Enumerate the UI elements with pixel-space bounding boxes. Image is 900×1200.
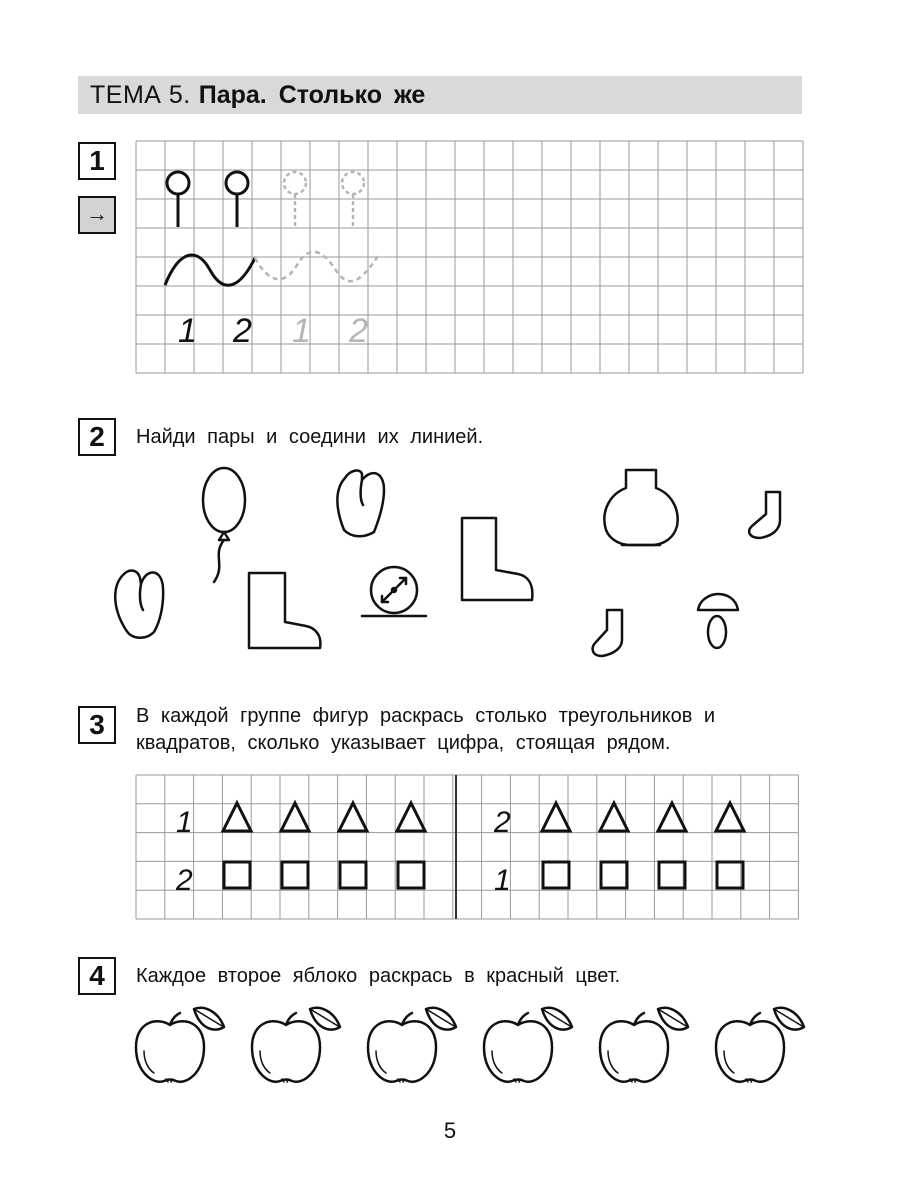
group-2-triangle-count: 2 (494, 806, 511, 839)
task-3-number: 3 (78, 706, 116, 744)
apple-icon[interactable] (716, 1008, 804, 1082)
task-4-number: 4 (78, 957, 116, 995)
digit-trace-1: 1 (292, 312, 311, 350)
apple-icon[interactable] (600, 1008, 688, 1082)
task-3-instruction-line-1: В каждой группе фигур раскрась столько треугольников и (136, 705, 716, 727)
page-number: 5 (443, 1118, 457, 1143)
task-3-instruction-line-2: квадратов, сколько указывает цифра, стоящая рядом. (136, 732, 671, 754)
digit-sample-2: 2 (233, 312, 252, 350)
apple-icon[interactable] (136, 1008, 224, 1082)
group-1-triangle-count: 1 (176, 806, 193, 839)
arrow-right-icon: → (78, 196, 116, 234)
digit-trace-2: 2 (349, 312, 368, 350)
apple-icon[interactable] (484, 1008, 572, 1082)
task-1-number: 1 (78, 142, 116, 180)
digit-sample-1: 1 (178, 312, 197, 350)
task-2-number: 2 (78, 418, 116, 456)
task-4-instruction: Каждое второе яблоко раскрась в красный цвет. (136, 965, 621, 987)
task-2-instruction: Найди пары и соедини их линией. (136, 426, 484, 448)
topic-number: ТЕМА 5. (90, 81, 191, 109)
group-2-square-count: 1 (494, 864, 511, 897)
topic-title: Пара. Столько же (198, 81, 426, 109)
apple-icon[interactable] (252, 1008, 340, 1082)
group-1-square-count: 2 (176, 864, 193, 897)
apple-icon[interactable] (368, 1008, 456, 1082)
